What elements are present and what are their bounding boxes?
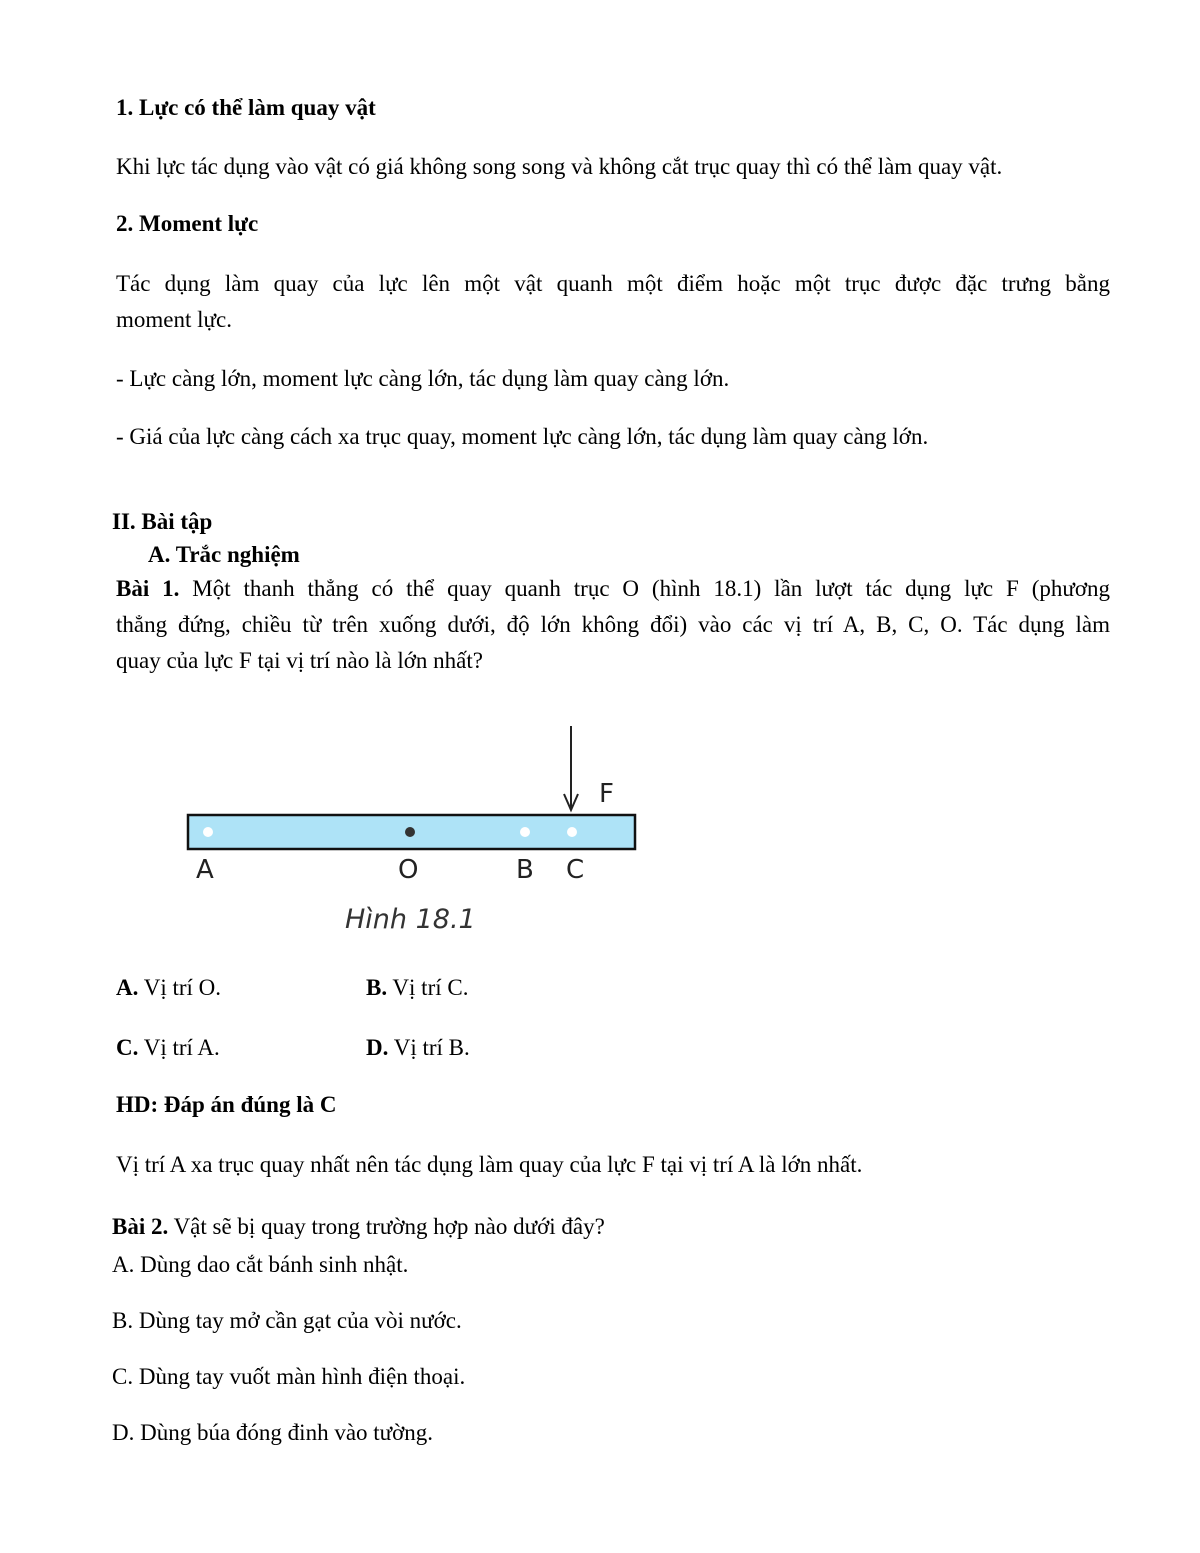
question-1 bbox=[116, 571, 1110, 679]
q2-option-b: B. Dùng tay mở cần gạt của vòi nước. bbox=[112, 1308, 462, 1333]
q2-option-a: A. Dùng dao cắt bánh sinh nhật. bbox=[112, 1252, 409, 1277]
figure-caption: Hình 18.1 bbox=[345, 904, 476, 935]
section-2-heading: 2. Moment lực bbox=[116, 211, 259, 236]
pivot-o-label: O bbox=[398, 855, 419, 885]
q1-option-c: C. Vị trí A. bbox=[116, 1035, 220, 1060]
lever-diagram bbox=[150, 700, 670, 945]
question-1-line-3: quay của lực F tại vị trí nào là lớn nhất? bbox=[116, 648, 483, 673]
multiple-choice-heading: A. Trắc nghiệm bbox=[148, 542, 300, 567]
figure-18-1 bbox=[150, 700, 670, 945]
section-2-bullet-2: - Giá của lực càng cách xa trục quay, moment lực càng lớn, tác dụng làm quay càng lớn. bbox=[116, 424, 929, 449]
q1-answer: HD: Đáp án đúng là C bbox=[116, 1092, 337, 1117]
question-1-label: Bài 1. bbox=[116, 576, 180, 601]
section-2-body bbox=[116, 266, 1110, 338]
q1-option-b: B. Vị trí C. bbox=[366, 975, 469, 1000]
point-b-label: B bbox=[516, 855, 534, 885]
q2-option-c: C. Dùng tay vuốt màn hình điện thoại. bbox=[112, 1364, 466, 1389]
point-a-dot bbox=[203, 827, 213, 837]
q2-option-d: D. Dùng búa đóng đinh vào tường. bbox=[112, 1420, 434, 1445]
point-a-label: A bbox=[196, 855, 214, 885]
pivot-o-dot bbox=[405, 827, 415, 837]
section-2-body-line-2: moment lực. bbox=[116, 307, 232, 332]
section-1-body: Khi lực tác dụng vào vật có giá không song song và không cắt trục quay thì có thể làm quay vật. bbox=[116, 154, 1003, 179]
section-1-heading: 1. Lực có thể làm quay vật bbox=[116, 95, 376, 120]
point-c-label: C bbox=[566, 855, 585, 885]
section-2-bullet-1: - Lực càng lớn, moment lực càng lớn, tác dụng làm quay càng lớn. bbox=[116, 366, 730, 391]
point-c-dot bbox=[567, 827, 577, 837]
q1-option-a: A. Vị trí O. bbox=[116, 975, 222, 1000]
q1-option-d: D. Vị trí B. bbox=[366, 1035, 470, 1060]
question-1-line-1: Một thanh thẳng có thể quay quanh trục O (hình 18.1) lần lượt tác dụng lực F (phương bbox=[179, 576, 1110, 601]
question-2-label: Bài 2. bbox=[112, 1214, 169, 1239]
section-2-body-line-1: Tác dụng làm quay của lực lên một vật quanh một điểm hoặc một trục được đặc trưng bằng bbox=[116, 271, 1110, 296]
question-2-text: Vật sẽ bị quay trong trường hợp nào dưới đây? bbox=[168, 1214, 605, 1239]
force-label: F bbox=[599, 779, 614, 809]
exercises-heading: II. Bài tập bbox=[112, 509, 213, 534]
point-b-dot bbox=[520, 827, 530, 837]
question-2 bbox=[112, 1215, 605, 1238]
q1-explanation: Vị trí A xa trục quay nhất nên tác dụng làm quay của lực F tại vị trí A là lớn nhất. bbox=[116, 1152, 863, 1177]
question-1-line-2: thẳng đứng, chiều từ trên xuống dưới, độ lớn không đổi) vào các vị trí A, B, C, O. Tác dụng làm bbox=[116, 612, 1110, 637]
